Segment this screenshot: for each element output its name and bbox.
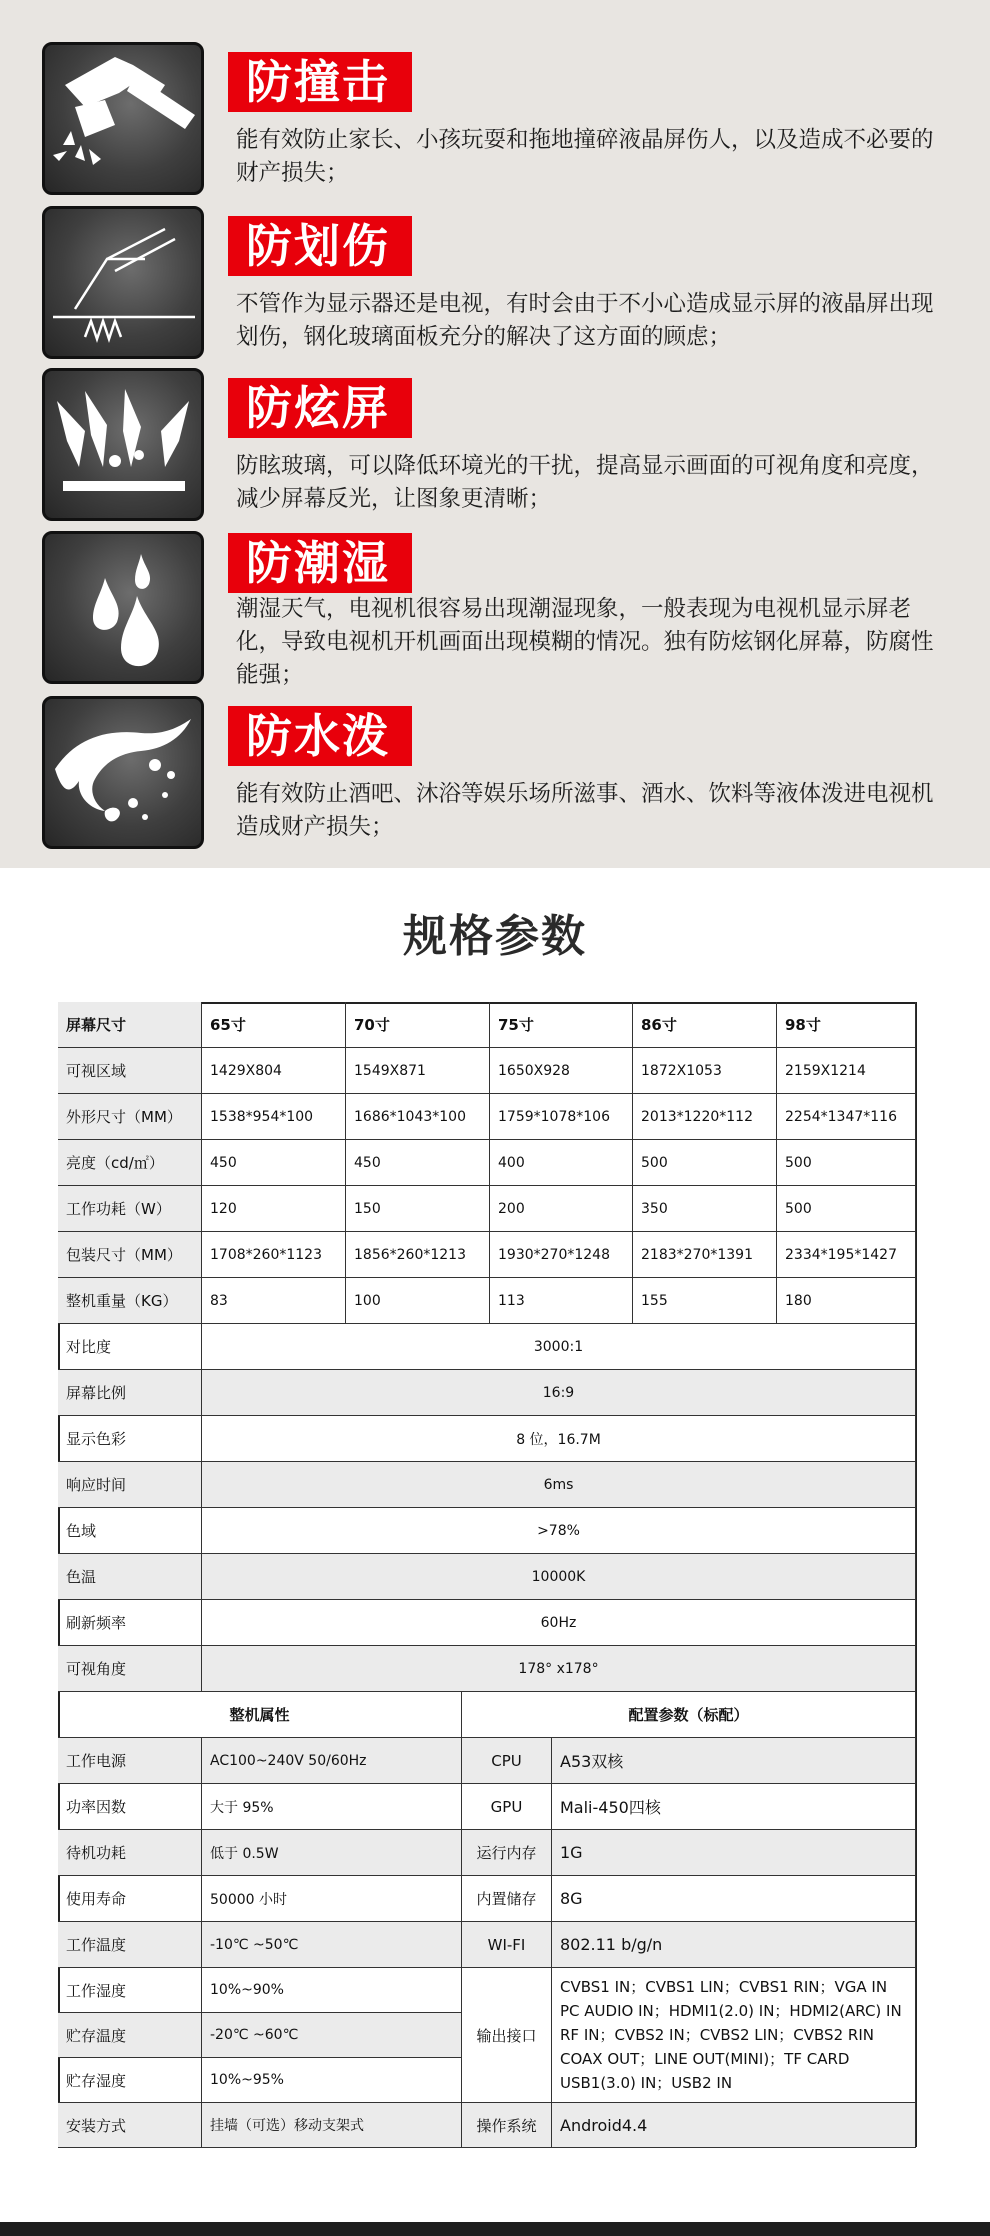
- row-label: 工作湿度: [58, 1968, 202, 2013]
- table-cell: 1708*260*1123: [202, 1232, 346, 1278]
- table-cell: 113: [490, 1278, 633, 1324]
- table-cell: Mali-450四核: [552, 1784, 916, 1830]
- hammer-icon: [42, 42, 204, 195]
- row-label: 可视区域: [58, 1048, 202, 1094]
- table-cell: 1686*1043*100: [346, 1094, 490, 1140]
- row-label: 亮度（cd/㎡）: [58, 1140, 202, 1186]
- merged-cell: >78%: [202, 1508, 916, 1554]
- row-label: 可视角度: [58, 1646, 202, 1692]
- output-port-line: RF IN；CVBS2 IN；CVBS2 LIN；CVBS2 RIN: [560, 2026, 874, 2044]
- table-cell: 83: [202, 1278, 346, 1324]
- row-label: 刷新频率: [58, 1600, 202, 1646]
- row-label: 对比度: [58, 1324, 202, 1370]
- feature-title: 防撞击: [228, 52, 412, 112]
- merged-cell: 6ms: [202, 1462, 916, 1508]
- row-label: 色温: [58, 1554, 202, 1600]
- row-label: 响应时间: [58, 1462, 202, 1508]
- row-label: 包装尺寸（MM）: [58, 1232, 202, 1278]
- row-label: 输出接口: [462, 1968, 552, 2103]
- table-cell: -20℃ ~60℃: [202, 2013, 462, 2058]
- output-port-line: CVBS1 IN；CVBS1 LIN；CVBS1 RIN；VGA IN: [560, 1978, 888, 1996]
- header-cell: 98寸: [777, 1002, 916, 1048]
- header-cell: 75寸: [490, 1002, 633, 1048]
- feature-splash: [0, 696, 990, 854]
- table-cell: 10%~95%: [202, 2058, 462, 2103]
- row-label: 工作功耗（W）: [58, 1186, 202, 1232]
- merged-cell: 16:9: [202, 1370, 916, 1416]
- feature-title: 防划伤: [228, 216, 412, 276]
- row-label: 使用寿命: [58, 1876, 202, 1922]
- output-port-line: COAX OUT；LINE OUT(MINI)；TF CARD: [560, 2050, 850, 2068]
- bottom-bar: [0, 2222, 990, 2236]
- table-cell: 2334*195*1427: [777, 1232, 916, 1278]
- header-cell: 86寸: [633, 1002, 777, 1048]
- table-cell: 1G: [552, 1830, 916, 1876]
- table-cell: 低于 0.5W: [202, 1830, 462, 1876]
- table-cell: 10%~90%: [202, 1968, 462, 2013]
- table-cell: 8G: [552, 1876, 916, 1922]
- merged-cell: 60Hz: [202, 1600, 916, 1646]
- table-cell: 450: [346, 1140, 490, 1186]
- table-cell: 1872X1053: [633, 1048, 777, 1094]
- row-label: 运行内存: [462, 1830, 552, 1876]
- row-label: WI-FI: [462, 1922, 552, 1968]
- table-cell: 500: [633, 1140, 777, 1186]
- row-label: 内置储存: [462, 1876, 552, 1922]
- feature-desc: 不管作为显示器还是电视，有时会由于不小心造成显示屏的液晶屏出现划伤，钢化玻璃面板充分的解决了这方面的顾虑；: [236, 291, 934, 350]
- feature-antiglare: [0, 368, 990, 526]
- table-cell: 400: [490, 1140, 633, 1186]
- feature-impact: [0, 42, 990, 200]
- feature-humidity: [0, 531, 990, 689]
- table-cell: 1650X928: [490, 1048, 633, 1094]
- table-cell: 350: [633, 1186, 777, 1232]
- droplets-icon: [42, 531, 204, 684]
- merged-cell: 8 位，16.7M: [202, 1416, 916, 1462]
- table-cell: 2013*1220*112: [633, 1094, 777, 1140]
- header-cell: 屏幕尺寸: [58, 1002, 202, 1048]
- table-cell: 100: [346, 1278, 490, 1324]
- row-label: 功率因数: [58, 1784, 202, 1830]
- table-cell: 挂墙（可选）移动支架式: [202, 2103, 462, 2148]
- row-label: 屏幕比例: [58, 1370, 202, 1416]
- merged-cell: 3000:1: [202, 1324, 916, 1370]
- header-cell: 65寸: [202, 1002, 346, 1048]
- features-section: [0, 0, 990, 868]
- row-label: 操作系统: [462, 2103, 552, 2148]
- table-cell: 200: [490, 1186, 633, 1232]
- feature-title: 防炫屏: [228, 378, 412, 438]
- row-label: 工作电源: [58, 1738, 202, 1784]
- table-cell: 1856*260*1213: [346, 1232, 490, 1278]
- table-cell: 1429X804: [202, 1048, 346, 1094]
- table-cell: 500: [777, 1186, 916, 1232]
- table-cell: 50000 小时: [202, 1876, 462, 1922]
- glare-icon: [42, 368, 204, 521]
- table-cell: -10℃ ~50℃: [202, 1922, 462, 1968]
- feature-scratch: [0, 206, 990, 364]
- spec-title: 规格参数: [403, 911, 587, 962]
- row-label: GPU: [462, 1784, 552, 1830]
- table-cell: 120: [202, 1186, 346, 1232]
- header-cell: 70寸: [346, 1002, 490, 1048]
- row-label: 贮存湿度: [58, 2058, 202, 2103]
- splash-icon: [42, 696, 204, 849]
- table-cell: 1930*270*1248: [490, 1232, 633, 1278]
- feature-title: 防潮湿: [228, 533, 412, 593]
- table-cell: AC100~240V 50/60Hz: [202, 1738, 462, 1784]
- table-cell: 1549X871: [346, 1048, 490, 1094]
- table-cell: 1759*1078*106: [490, 1094, 633, 1140]
- row-label: 显示色彩: [58, 1416, 202, 1462]
- table-cell: Android4.4: [552, 2103, 916, 2148]
- scratch-icon: [42, 206, 204, 359]
- table-cell: A53双核: [552, 1738, 916, 1784]
- row-label: 色域: [58, 1508, 202, 1554]
- feature-desc: 能有效防止家长、小孩玩耍和拖地撞碎液晶屏伤人，以及造成不必要的财产损失；: [236, 127, 934, 186]
- table-cell: 450: [202, 1140, 346, 1186]
- row-label: 外形尺寸（MM）: [58, 1094, 202, 1140]
- attr-left-title: 整机属性: [58, 1692, 462, 1738]
- row-label: 工作温度: [58, 1922, 202, 1968]
- row-label: CPU: [462, 1738, 552, 1784]
- feature-title: 防水泼: [228, 706, 412, 766]
- table-cell: 802.11 b/g/n: [552, 1922, 916, 1968]
- table-cell: 2254*1347*116: [777, 1094, 916, 1140]
- feature-desc: 潮湿天气，电视机很容易出现潮湿现象，一般表现为电视机显示屏老化，导致电视机开机画面出现模糊的情况。独有防炫钢化屏幕，防腐性能强；: [236, 596, 934, 688]
- merged-cell: 178° x178°: [202, 1646, 916, 1692]
- output-port-line: USB1(3.0) IN；USB2 IN: [560, 2074, 733, 2092]
- row-label: 整机重量（KG）: [58, 1278, 202, 1324]
- feature-desc: 防眩玻璃，可以降低环境光的干扰，提高显示画面的可视角度和亮度，减少屏幕反光，让图象更清晰；: [236, 453, 934, 512]
- merged-cell: 10000K: [202, 1554, 916, 1600]
- output-ports-cell: [552, 1968, 916, 2103]
- output-port-line: PC AUDIO IN；HDMI1(2.0) IN；HDMI2(ARC) IN: [560, 2002, 902, 2020]
- table-cell: 150: [346, 1186, 490, 1232]
- row-label: 贮存温度: [58, 2013, 202, 2058]
- row-label: 待机功耗: [58, 1830, 202, 1876]
- table-cell: 180: [777, 1278, 916, 1324]
- table-cell: 500: [777, 1140, 916, 1186]
- attr-right-title: 配置参数（标配）: [462, 1692, 916, 1738]
- table-cell: 155: [633, 1278, 777, 1324]
- row-label: 安装方式: [58, 2103, 202, 2148]
- table-cell: 2183*270*1391: [633, 1232, 777, 1278]
- table-cell: 2159X1214: [777, 1048, 916, 1094]
- feature-desc: 能有效防止酒吧、沐浴等娱乐场所滋事、酒水、饮料等液体泼进电视机造成财产损失；: [236, 781, 934, 840]
- table-cell: 1538*954*100: [202, 1094, 346, 1140]
- table-cell: 大于 95%: [202, 1784, 462, 1830]
